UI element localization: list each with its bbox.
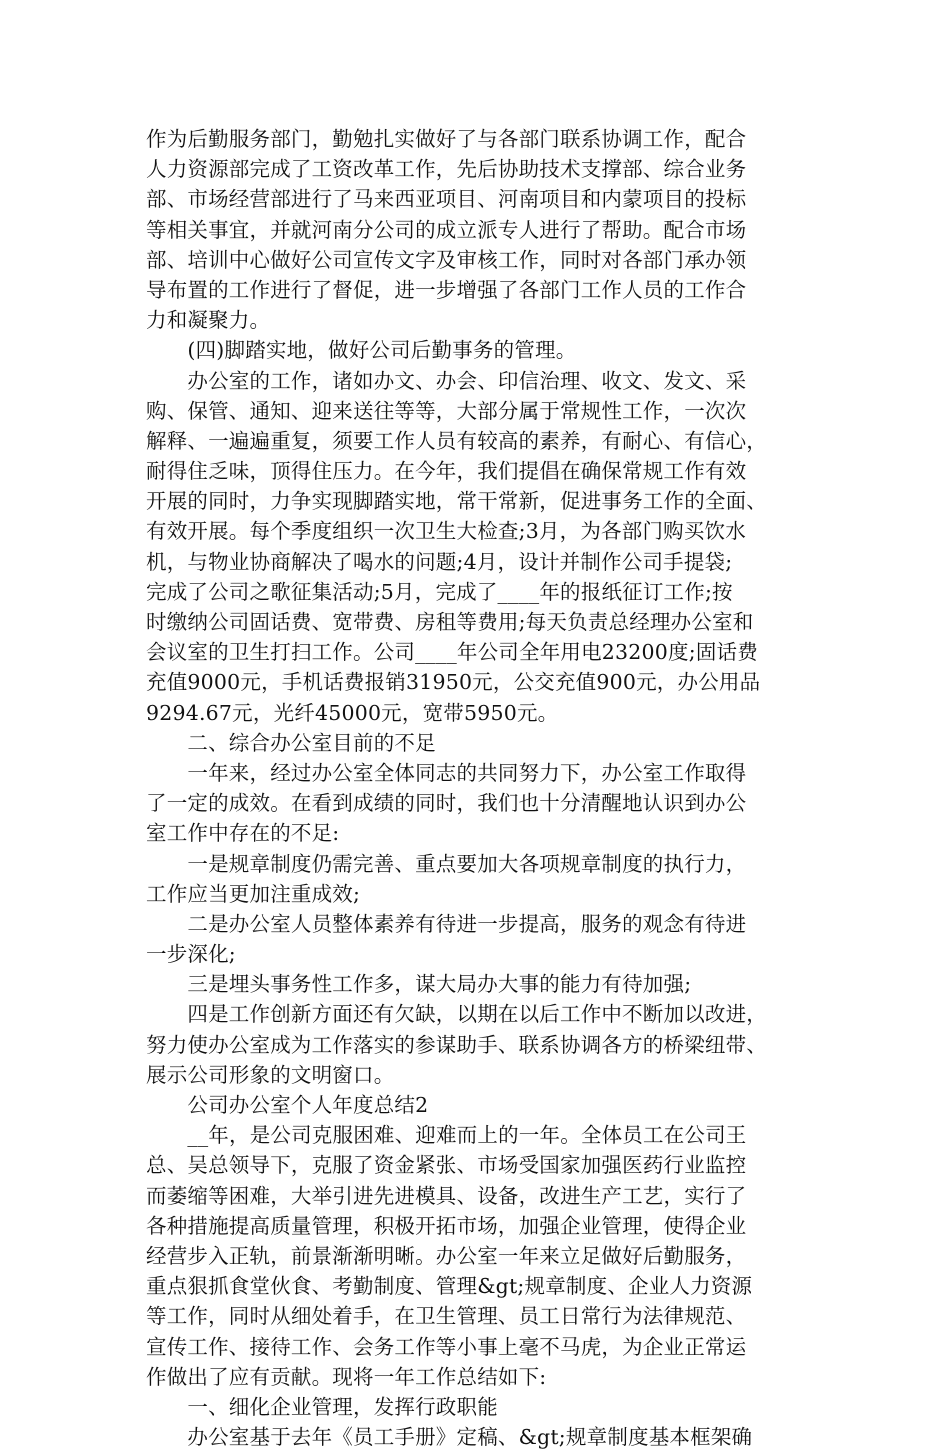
text-line: 机，与物业协商解决了喝水的问题;4月，设计并制作公司手提袋; — [146, 549, 733, 574]
section-title: 公司办公室个人年度总结2 — [146, 1093, 429, 1117]
text-line: 开展的同时，力争实现脚踏实地，常干常新，促进事务工作的全面、 — [146, 489, 767, 514]
text-line: 总、吴总领导下，克服了资金紧张、市场受国家加强医药行业监控 — [146, 1153, 747, 1178]
text-line: 办公室基于去年《员工手册》定稿、&gt;规章制度基本框架确 — [146, 1425, 753, 1450]
text-line: 等工作，同时从细处着手，在卫生管理、员工日常行为法律规范、 — [146, 1304, 747, 1329]
text-line: 三是埋头事务性工作多，谋大局办大事的能力有待加强; — [146, 972, 692, 997]
text-line: 购、保管、通知、迎来送往等等，大部分属于常规性工作，一次次 — [146, 398, 747, 423]
text-line: 人力资源部完成了工资改革工作，先后协助技术支撑部、综合业务 — [146, 157, 747, 182]
text-line: 一步深化; — [146, 942, 236, 967]
text-line: 解释、一遍遍重复，须要工作人员有较高的素养，有耐心、有信心， — [146, 428, 767, 453]
text-line: 展示公司形象的文明窗口。 — [146, 1062, 395, 1087]
text-line: 办公室的工作，诸如办文、办会、印信治理、收文、发文、采 — [146, 368, 747, 393]
text-line: 时缴纳公司固话费、宽带费、房租等费用;每天负责总经理办公室和 — [146, 610, 754, 634]
text-line: 室工作中存在的不足: — [146, 821, 340, 846]
text-line: 了一定的成效。在看到成绩的同时，我们也十分清醒地认识到办公 — [146, 791, 747, 816]
text-line: 重点狠抓食堂伙食、考勤制度、管理&gt;规章制度、企业人力资源 — [146, 1274, 753, 1299]
text-line: 一年来，经过办公室全体同志的共同努力下，办公室工作取得 — [146, 760, 747, 785]
text-line: __年，是公司克服困难、迎难而上的一年。全体员工在公司王 — [146, 1123, 747, 1148]
text-line: 充值9000元，手机话费报销31950元，公交充值900元，办公用品 — [146, 670, 761, 695]
text-line: 努力使办公室成为工作落实的参谋助手、联系协调各方的桥梁纽带、 — [146, 1032, 767, 1057]
text-line: 完成了公司之歌征集活动;5月，完成了____年的报纸征订工作;按 — [146, 579, 733, 604]
text-line: 二是办公室人员整体素养有待进一步提高，服务的观念有待进 — [146, 911, 747, 936]
text-line: 导布置的工作进行了督促，进一步增强了各部门工作人员的工作合 — [146, 277, 747, 302]
text-line: 部、市场经营部进行了马来西亚项目、河南项目和内蒙项目的投标 — [146, 187, 747, 212]
text-line: 9294.67元，光纤45000元，宽带5950元。 — [146, 700, 559, 725]
text-line: 等相关事宜，并就河南分公司的成立派专人进行了帮助。配合市场 — [146, 217, 747, 242]
text-line: 会议室的卫生打扫工作。公司____年公司全年用电23200度;固话费 — [146, 640, 758, 665]
text-line: 部、培训中心做好公司宣传文字及审核工作，同时对各部门承办领 — [146, 247, 747, 272]
text-line: 力和凝聚力。 — [146, 308, 271, 333]
section-heading: 二、综合办公室目前的不足 — [146, 730, 436, 755]
text-line: 一是规章制度仍需完善、重点要加大各项规章制度的执行力， — [146, 851, 747, 876]
text-line: 作做出了应有贡献。现将一年工作总结如下: — [146, 1364, 547, 1389]
text-line: 工作应当更加注重成效; — [146, 881, 361, 906]
text-line: 而萎缩等困难，大举引进先进模具、设备，改进生产工艺，实行了 — [146, 1183, 747, 1208]
section-heading: 一、细化企业管理，发挥行政职能 — [146, 1394, 498, 1419]
section-heading: (四)脚踏实地，做好公司后勤事务的管理。 — [146, 338, 577, 363]
text-line: 作为后勤服务部门，勤勉扎实做好了与各部门联系协调工作，配合 — [146, 127, 747, 151]
text-line: 耐得住乏味，顶得住压力。在今年，我们提倡在确保常规工作有效 — [146, 459, 747, 484]
text-line: 四是工作创新方面还有欠缺，以期在以后工作中不断加以改进， — [146, 1002, 767, 1027]
text-line: 有效开展。每个季度组织一次卫生大检查;3月，为各部门购买饮水 — [146, 519, 746, 544]
text-line: 宣传工作、接待工作、会务工作等小事上毫不马虎，为企业正常运 — [146, 1334, 747, 1359]
text-line: 经营步入正轨，前景渐渐明晰。办公室一年来立足做好后勤服务， — [146, 1243, 747, 1268]
document-body — [146, 124, 806, 1452]
text-line: 各种措施提高质量管理，积极开拓市场，加强企业管理，使得企业 — [146, 1213, 747, 1238]
